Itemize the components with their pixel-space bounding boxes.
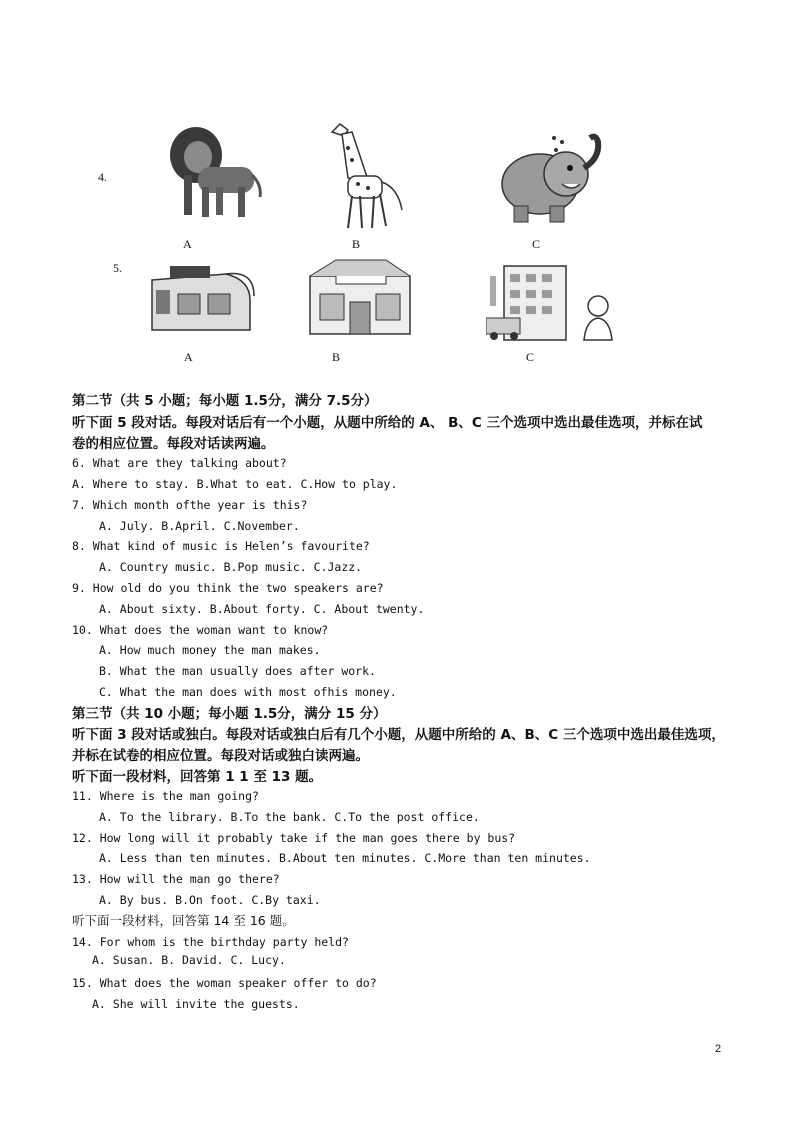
q4-option-a: A <box>183 237 192 251</box>
question-13-options: A. By bus. B.On foot. C.By taxi. <box>99 893 321 907</box>
question-8-options: A. Country music. B.Pop music. C.Jazz. <box>99 560 363 574</box>
question-10-option-c: C. What the man does with most ofhis money. <box>99 685 397 699</box>
q4-option-c: C <box>532 237 541 251</box>
question-10-option-b: B. What the man usually does after work. <box>99 664 376 678</box>
section-3-instruction-1: 听下面 3 段对话或独白。每段对话或独白后有几个小题，从题中所给的 A、B、C 三个选项中选出最佳选项， <box>72 727 725 743</box>
question-12-stem: 12. How long will it probably take if the man goes there by bus? <box>72 831 516 845</box>
q5-option-a: A <box>184 350 193 364</box>
question-14-stem: 14. For whom is the birthday party held? <box>72 935 349 949</box>
question-6-options: A. Where to stay. B.What to eat. C.How to play. <box>72 477 398 491</box>
lion-icon <box>158 115 264 221</box>
section-3-instruction-2: 并标在试卷的相应位置。每段对话或独白读两遍。 <box>72 748 369 764</box>
question-7-stem: 7. Which month ofthe year is this? <box>72 498 308 512</box>
q5-option-b: B <box>332 350 341 364</box>
section-3-sub-1: 听下面一段材料，回答第 1 1 至 13 题。 <box>72 769 323 785</box>
question-14-options: A. Susan. B. David. C. Lucy. <box>92 953 286 967</box>
shops-building-icon <box>306 252 414 336</box>
section-2-heading: 第二节（共 5 小题；每小题 1.5分，满分 7.5分） <box>72 393 378 409</box>
section-2-instruction-1: 听下面 5 段对话。每段对话后有一个小题，从题中所给的 A、 B、C 三个选项中选出最佳选项，并标在试 <box>72 415 703 431</box>
q4-option-b: B <box>352 237 361 251</box>
q5-option-c: C <box>526 350 535 364</box>
elephant-icon <box>500 128 612 226</box>
question-9-options: A. About sixty. B.About forty. C. About twenty. <box>99 602 425 616</box>
question-12-options: A. Less than ten minutes. B.About ten minutes. C.More than ten minutes. <box>99 851 591 865</box>
question-8-stem: 8. What kind of music is Helen’s favourite? <box>72 539 370 553</box>
giraffe-icon <box>318 118 410 230</box>
question-5-number: 5. <box>113 261 122 275</box>
question-11-stem: 11. Where is the man going? <box>72 789 259 803</box>
question-4-number: 4. <box>98 170 107 184</box>
question-6-stem: 6. What are they talking about? <box>72 456 287 470</box>
question-10-option-a: A. How much money the man makes. <box>99 643 321 657</box>
question-15-option-a: A. She will invite the guests. <box>92 997 300 1011</box>
question-15-stem: 15. What does the woman speaker offer to do? <box>72 976 377 990</box>
question-7-options: A. July. B.April. C.November. <box>99 519 300 533</box>
question-9-stem: 9. How old do you think the two speakers are? <box>72 581 384 595</box>
section-3-sub-2: 听下面一段材料，回答第 14 至 16 题。 <box>72 913 295 928</box>
question-13-stem: 13. How will the man go there? <box>72 872 280 886</box>
question-10-stem: 10. What does the woman want to know? <box>72 623 329 637</box>
hospital-building-icon <box>486 256 614 346</box>
cinema-building-icon <box>146 250 258 334</box>
question-11-options: A. To the library. B.To the bank. C.To the post office. <box>99 810 480 824</box>
section-2-instruction-2: 卷的相应位置。每段对话读两遍。 <box>72 436 275 452</box>
page-number: 2 <box>715 1043 722 1055</box>
section-3-heading: 第三节（共 10 小题；每小题 1.5分，满分 15 分） <box>72 706 387 722</box>
